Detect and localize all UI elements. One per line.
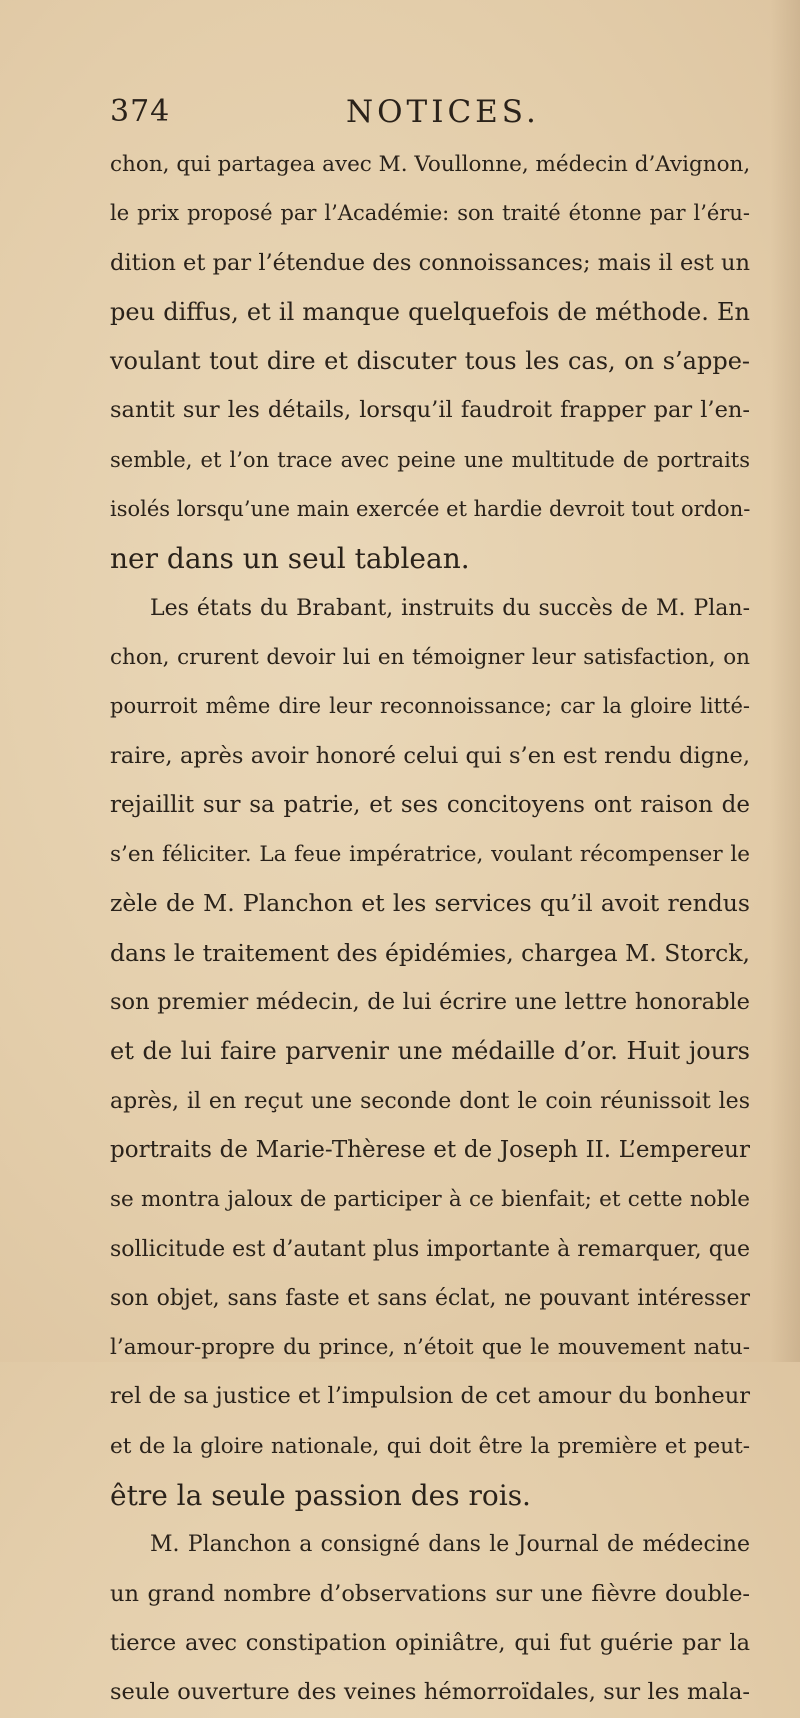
text-line: s’en féliciter. La feue impératrice, voulant récompenser le xyxy=(110,842,750,868)
paragraph-start-line: M. Planchon a consigné dans le Journal de médecine xyxy=(150,1532,750,1558)
text-line: son objet, sans faste et sans éclat, ne pouvant intéresser xyxy=(110,1285,750,1311)
text-line: sollicitude est d’autant plus importante à remarquer, que xyxy=(110,1236,750,1262)
text-line: chon, qui partagea avec M. Voullonne, médecin d’Avignon, xyxy=(110,152,751,177)
paragraph-start-line: Les états du Brabant, instruits du succès de M. Plan- xyxy=(150,595,750,621)
text-line: rejaillit sur sa patrie, et ses concitoyens ont raison de xyxy=(110,791,750,818)
text-line: zèle de M. Planchon et les services qu’il avoit rendus xyxy=(110,889,750,918)
text-line: dition et par l’étendue des connoissances; mais il est un xyxy=(110,249,750,276)
text-line: le prix proposé par l’Académie: son traité étonne par l’éru- xyxy=(110,201,750,226)
running-title: NOTICES. xyxy=(346,94,540,130)
page-number: 374 xyxy=(110,94,171,129)
text-line: son premier médecin, de lui écrire une lettre honorable xyxy=(110,989,750,1016)
text-line: portraits de Marie-Thèrese et de Joseph II. L’empereur xyxy=(110,1136,750,1163)
text-line: un grand nombre d’observations sur une fièvre double- xyxy=(110,1580,750,1607)
text-line: chon, crurent devoir lui en témoigner leur satisfaction, on xyxy=(110,644,750,670)
paragraph-end-line: ner dans un seul tablean. xyxy=(110,542,470,576)
text-line: rel de sa justice et l’impulsion de cet amour du bonheur xyxy=(110,1383,750,1410)
text-line: tierce avec constipation opiniâtre, qui fut guérie par la xyxy=(110,1629,750,1656)
text-line: isolés lorsqu’une main exercée et hardie devroit tout ordon- xyxy=(110,497,751,522)
text-line: se montra jaloux de participer à ce bienfait; et cette noble xyxy=(110,1187,750,1213)
text-line: raire, après avoir honoré celui qui s’en est rendu digne, xyxy=(110,742,750,769)
body-text xyxy=(110,140,750,1718)
text-line: seule ouverture des veines hémorroïdales, sur les mala- xyxy=(110,1679,750,1706)
page-edge-shadow xyxy=(770,0,800,1362)
page-header xyxy=(110,94,730,134)
text-line: et de lui faire parvenir une médaille d’or. Huit jours xyxy=(110,1037,750,1066)
text-line: pourroit même dire leur reconnoissance; car la gloire litté- xyxy=(110,694,750,719)
text-line: l’amour-propre du prince, n’étoit que le mouvement natu- xyxy=(110,1335,750,1361)
text-line: semble, et l’on trace avec peine une multitude de portraits xyxy=(110,447,750,472)
text-line: santit sur les détails, lorsqu’il faudroit frapper par l’en- xyxy=(110,397,750,424)
text-line: dans le traitement des épidémies, chargea M. Storck, xyxy=(110,938,750,967)
text-line: voulant tout dire et discuter tous les cas, on s’appe- xyxy=(110,347,750,376)
text-line: après, il en reçut une seconde dont le coin réunissoit les xyxy=(110,1088,750,1114)
paragraph-end-line: être la seule passion des rois. xyxy=(110,1479,531,1513)
text-line: et de la gloire nationale, qui doit être la première et peut- xyxy=(110,1433,750,1459)
text-line: peu diffus, et il manque quelquefois de méthode. En xyxy=(110,297,750,326)
